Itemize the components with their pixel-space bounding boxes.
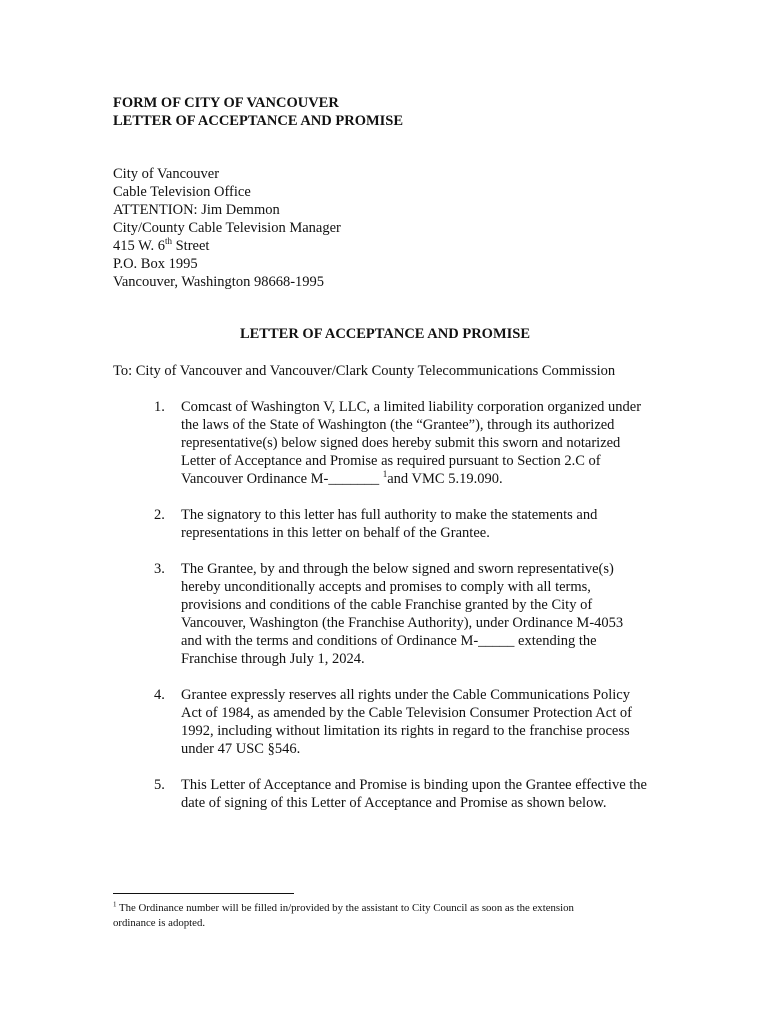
text-line: representative(s) below signed does hereby submit this sworn and notarized bbox=[181, 435, 621, 451]
list-item-number: 4. bbox=[154, 687, 165, 703]
address-line-1: City of Vancouver bbox=[113, 166, 220, 182]
list-item bbox=[154, 560, 664, 668]
text-line: and with the terms and conditions of Ordinance M-_____ extending the bbox=[181, 633, 597, 649]
text-line: Franchise through July 1, 2024. bbox=[181, 651, 365, 667]
header-line-1: FORM OF CITY OF VANCOUVER bbox=[113, 95, 339, 111]
list-item bbox=[154, 398, 664, 488]
text-line: date of signing of this Letter of Acceptance and Promise as shown below. bbox=[181, 795, 607, 811]
list-item-text bbox=[181, 560, 664, 668]
address-line-5 bbox=[113, 237, 341, 255]
list-item bbox=[154, 686, 664, 758]
list-item-number: 2. bbox=[154, 507, 165, 523]
address-line-6: P.O. Box 1995 bbox=[113, 256, 198, 272]
footnote-reference: 1 bbox=[382, 469, 388, 480]
text-line: Grantee expressly reserves all rights under the Cable Communications Policy bbox=[181, 687, 630, 703]
text-line: Letter of Acceptance and Promise as required pursuant to Section 2.C of bbox=[181, 453, 601, 469]
street-name: Street bbox=[171, 238, 210, 254]
text-line: provisions and conditions of the cable Franchise granted by the City of bbox=[181, 597, 593, 613]
header-line-2: LETTER OF ACCEPTANCE AND PROMISE bbox=[113, 113, 404, 129]
text-line: The Grantee, by and through the below signed and sworn representative(s) bbox=[181, 561, 614, 577]
ordinance-reference: Vancouver Ordinance M-_______ bbox=[181, 471, 383, 487]
text-line: hereby unconditionally accepts and promises to comply with all terms, bbox=[181, 579, 591, 595]
list-item-text bbox=[181, 506, 664, 542]
letter-title: LETTER OF ACCEPTANCE AND PROMISE bbox=[239, 326, 531, 342]
text-line: representations in this letter on behalf of the Grantee. bbox=[181, 525, 490, 541]
text-line: Act of 1984, as amended by the Cable Television Consumer Protection Act of bbox=[181, 705, 632, 721]
footnote-line-1 bbox=[113, 901, 574, 916]
address-line-2: Cable Television Office bbox=[113, 184, 251, 200]
footnote-line-2: ordinance is adopted. bbox=[113, 917, 206, 929]
text-line: This Letter of Acceptance and Promise is binding upon the Grantee effective the bbox=[181, 777, 647, 793]
street-number: 415 W. 6 bbox=[113, 238, 165, 254]
list-item bbox=[154, 506, 664, 542]
text-line: Comcast of Washington V, LLC, a limited liability corporation organized under bbox=[181, 399, 642, 415]
form-header bbox=[113, 94, 403, 130]
recipient-address bbox=[113, 165, 341, 291]
list-item-number: 1. bbox=[154, 399, 165, 415]
address-line-3: ATTENTION: Jim Demmon bbox=[113, 202, 280, 218]
list-item-text bbox=[181, 398, 664, 488]
text-line: Vancouver, Washington (the Franchise Authority), under Ordinance M-4053 bbox=[181, 615, 624, 631]
text-line: the laws of the State of Washington (the “Grantee”), through its authorized bbox=[181, 417, 615, 433]
list-item-number: 3. bbox=[154, 561, 165, 577]
footnote bbox=[113, 901, 574, 931]
footnote-marker: 1 bbox=[113, 900, 117, 909]
address-line-7: Vancouver, Washington 98668-1995 bbox=[113, 274, 325, 290]
text-line: The signatory to this letter has full authority to make the statements and bbox=[181, 507, 598, 523]
numbered-list bbox=[154, 398, 664, 830]
salutation-line: To: City of Vancouver and Vancouver/Clark County Telecommunications Commission bbox=[113, 363, 616, 379]
list-item-text bbox=[181, 686, 664, 758]
ordinal-suffix: th bbox=[164, 236, 172, 247]
text-line bbox=[181, 470, 664, 488]
text-line: 1992, including without limitation its rights in regard to the franchise process bbox=[181, 723, 630, 739]
list-item bbox=[154, 776, 664, 812]
address-line-4: City/County Cable Television Manager bbox=[113, 220, 341, 236]
text-line: under 47 USC §546. bbox=[181, 741, 301, 757]
footnote-text: The Ordinance number will be filled in/provided by the assistant to City Council as soon as the extension bbox=[116, 902, 574, 914]
list-item-number: 5. bbox=[154, 777, 165, 793]
vmc-reference: and VMC 5.19.090. bbox=[387, 471, 503, 487]
footnote-divider bbox=[113, 893, 294, 894]
list-item-text bbox=[181, 776, 664, 812]
